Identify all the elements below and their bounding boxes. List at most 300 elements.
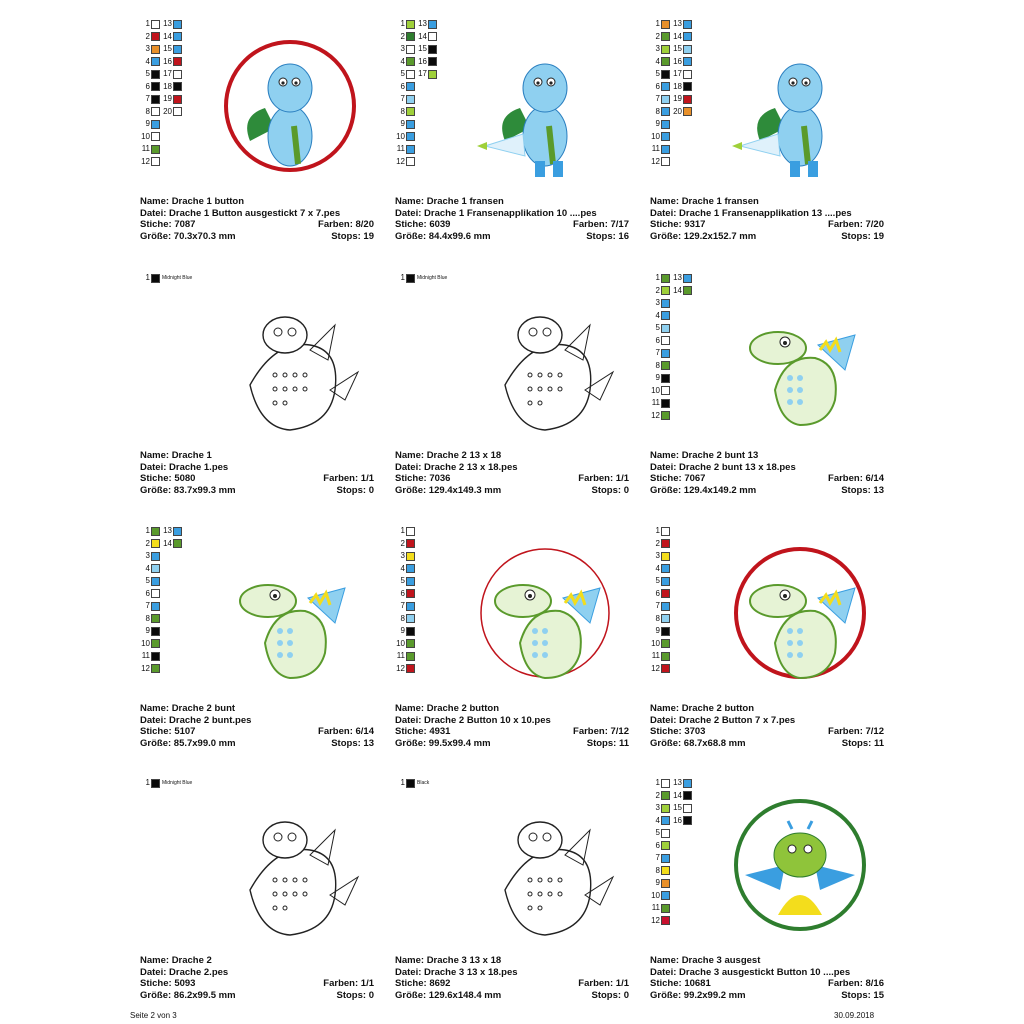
- dragon-spot: [548, 387, 552, 391]
- design-name: [140, 955, 212, 967]
- name-label: Name:: [140, 196, 170, 207]
- design-name: [650, 450, 758, 462]
- dragon-body: [265, 611, 326, 678]
- dragon-belly: [549, 126, 553, 164]
- thread-number: 8: [145, 106, 150, 116]
- design-name-row: [140, 450, 374, 462]
- name-label: Name:: [650, 955, 680, 966]
- stops-label: Stops:: [841, 230, 871, 242]
- dragon-spot: [532, 652, 538, 658]
- thread-number: 12: [396, 663, 405, 673]
- thread-number: 13: [163, 19, 172, 28]
- thread-number: 10: [651, 131, 660, 141]
- stitches-value: 6039: [429, 219, 451, 230]
- stitch-count: [140, 219, 195, 231]
- dragon-spot: [273, 401, 277, 405]
- stop-count: [586, 231, 629, 243]
- thread-swatch: [650, 285, 670, 297]
- thread-swatch: [672, 106, 692, 118]
- file-label: Datei:: [650, 714, 677, 726]
- dragon-pupil: [549, 81, 552, 84]
- design-card: [395, 777, 635, 1017]
- size-value: 68.7x68.8 mm: [683, 737, 746, 749]
- thread-swatch: [162, 93, 182, 105]
- thread-swatch-list-2: [672, 18, 692, 118]
- dragon-head: [750, 332, 806, 364]
- thread-color-box: [683, 20, 692, 29]
- thread-swatch-list: [395, 18, 415, 168]
- thread-number: 1: [655, 526, 660, 535]
- stops-value: 15: [873, 989, 884, 1001]
- design-card: [650, 18, 890, 258]
- file-name: [650, 208, 852, 220]
- thread-number: 12: [651, 410, 660, 420]
- thread-color-box: [683, 45, 692, 54]
- dragon-head: [778, 64, 822, 112]
- colors-label: Farben:: [573, 219, 608, 230]
- file-row: [140, 208, 374, 220]
- thread-swatch: [672, 93, 692, 105]
- thread-swatch: [650, 322, 670, 334]
- design-size: [395, 231, 491, 243]
- stops-label: Stops:: [331, 737, 361, 749]
- thread-color-box: [661, 916, 670, 925]
- thread-swatch: [650, 550, 670, 562]
- thread-color-box: [151, 120, 160, 129]
- dragon-spot: [532, 628, 538, 634]
- file-row: [140, 967, 374, 979]
- file-value: Drache 3 13 x 18.pes: [424, 966, 518, 978]
- thread-color-box: [151, 564, 160, 573]
- design-name-row: [650, 955, 884, 967]
- thread-color-box: [406, 602, 415, 611]
- stitch-count: [395, 473, 450, 485]
- thread-swatch-list-2: [162, 18, 182, 118]
- thread-name: Black: [417, 780, 430, 786]
- size-label: Größe:: [140, 737, 172, 749]
- thread-swatch: [140, 31, 160, 43]
- thread-color-box: [151, 639, 160, 648]
- dragon-spot: [287, 640, 293, 646]
- thread-swatch: [650, 43, 670, 55]
- thread-number: 11: [651, 144, 660, 153]
- thread-number: 1: [145, 778, 150, 787]
- thread-color-box: [151, 779, 160, 788]
- colors-value: 1/1: [360, 978, 374, 989]
- stitches-label: Stiche:: [395, 219, 427, 230]
- thread-number: 1: [145, 19, 150, 28]
- thread-color-box: [683, 70, 692, 79]
- thread-color-box: [406, 95, 415, 104]
- dragon-spot: [797, 399, 803, 405]
- thread-number: 9: [145, 119, 150, 128]
- file-value: Drache 2 bunt.pes: [169, 714, 252, 726]
- thread-number: 17: [418, 69, 427, 78]
- thread-swatch: [650, 865, 670, 877]
- thread-color-box: [173, 95, 182, 104]
- thread-color-box: [661, 639, 670, 648]
- stops-value: 13: [363, 737, 374, 749]
- thread-number: 18: [163, 81, 172, 91]
- dragon-spot: [787, 640, 793, 646]
- stitches-row: [650, 978, 884, 990]
- thread-swatch: [395, 272, 447, 284]
- stitch-count: [140, 473, 195, 485]
- thread-color-box: [406, 57, 415, 66]
- color-count: [323, 473, 374, 485]
- thread-color-box: [406, 577, 415, 586]
- thread-number: 11: [651, 903, 660, 912]
- thread-number: 12: [141, 156, 150, 166]
- thread-swatch: [672, 81, 692, 93]
- thread-number: 14: [673, 285, 682, 295]
- thread-color-box: [151, 577, 160, 586]
- thread-swatch: [672, 790, 692, 802]
- design-name: [395, 703, 499, 715]
- thread-color-box: [661, 652, 670, 661]
- thread-color-box: [406, 107, 415, 116]
- file-label: Datei:: [140, 714, 167, 726]
- thread-swatch: [650, 385, 670, 397]
- thread-number: 5: [655, 576, 660, 585]
- dragon-spot: [797, 628, 803, 634]
- thread-color-box: [661, 602, 670, 611]
- stitches-value: 10681: [684, 978, 711, 989]
- thread-color-box: [406, 639, 415, 648]
- dragon-head: [518, 317, 562, 353]
- file-name: [395, 208, 597, 220]
- dragon-head: [495, 585, 551, 617]
- thread-swatch: [672, 68, 692, 80]
- size-value: 129.4x149.2 mm: [683, 484, 757, 496]
- thread-color-box: [661, 95, 670, 104]
- colors-value: 8/20: [355, 219, 374, 230]
- thread-number: 2: [145, 538, 150, 548]
- stitch-count: [650, 473, 705, 485]
- dragon-spot: [283, 373, 287, 377]
- color-count: [828, 473, 884, 485]
- size-row: [140, 990, 374, 1002]
- thread-swatch: [162, 538, 182, 550]
- thread-color-box: [406, 779, 415, 788]
- name-label: Name:: [395, 196, 425, 207]
- dragon-wing: [310, 325, 335, 360]
- file-label: Datei:: [140, 461, 167, 473]
- design-card: [140, 272, 380, 512]
- color-count: [318, 726, 374, 738]
- design-card: [650, 525, 890, 765]
- stitches-row: [140, 978, 374, 990]
- name-label: Name:: [650, 450, 680, 461]
- thread-color-box: [151, 539, 160, 548]
- thread-number: 15: [673, 803, 682, 812]
- stitches-label: Stiche:: [140, 978, 172, 989]
- thread-number: 10: [651, 638, 660, 648]
- thread-number: 9: [655, 119, 660, 128]
- design-info: [395, 703, 629, 749]
- stop-count: [841, 231, 884, 243]
- thread-number: 4: [400, 563, 405, 573]
- stitches-value: 7087: [174, 219, 196, 230]
- thread-color-box: [173, 45, 182, 54]
- thread-number: 1: [400, 526, 405, 535]
- thread-swatch: [650, 600, 670, 612]
- thread-swatch: [395, 575, 415, 587]
- file-value: Drache 2 13 x 18.pes: [424, 461, 518, 473]
- thread-number: 11: [396, 144, 405, 153]
- thread-swatch: [395, 68, 415, 80]
- design-size: [395, 990, 501, 1002]
- stops-label: Stops:: [336, 484, 367, 496]
- thread-color-box: [173, 70, 182, 79]
- dragon-spot: [548, 373, 552, 377]
- colors-value: 7/12: [865, 726, 884, 737]
- stitches-row: [140, 473, 374, 485]
- thread-number: 7: [655, 94, 660, 103]
- thread-color-box: [151, 70, 160, 79]
- thread-swatch: [140, 650, 160, 662]
- design-info: [650, 703, 884, 749]
- thread-color-box: [661, 866, 670, 875]
- size-value: 129.2x152.7 mm: [683, 230, 757, 242]
- stop-count: [337, 990, 375, 1002]
- thread-number: 11: [651, 651, 660, 660]
- thread-swatch: [140, 563, 160, 575]
- colors-label: Farben:: [323, 978, 359, 989]
- thread-swatch: [395, 650, 415, 662]
- stitches-value: 3703: [684, 726, 706, 737]
- thread-number: 3: [400, 551, 405, 560]
- thread-color-box: [661, 70, 670, 79]
- thread-swatch: [650, 525, 670, 537]
- name-value: Drache 2 13 x 18: [426, 450, 502, 461]
- design-name-row: [650, 450, 884, 462]
- stitches-row: [395, 473, 629, 485]
- dragon-wing: [310, 830, 335, 865]
- thread-swatch: [395, 625, 415, 637]
- thread-number: 1: [655, 778, 660, 787]
- thread-swatch: [140, 777, 192, 789]
- size-row: [140, 485, 374, 497]
- thread-swatch: [672, 43, 692, 55]
- dragon-embroidery-image: [220, 543, 360, 693]
- thread-swatch-list: [140, 777, 192, 790]
- thread-swatch: [650, 106, 670, 118]
- name-value: Drache 3 13 x 18: [426, 955, 502, 966]
- dragon-spot: [273, 387, 277, 391]
- thread-color-box: [151, 20, 160, 29]
- stitches-row: [395, 726, 629, 738]
- stop-count: [841, 485, 884, 497]
- thread-number: 11: [141, 144, 150, 153]
- name-value: Drache 3 ausgest: [681, 955, 761, 966]
- dragon-belly: [804, 126, 808, 164]
- design-size: [395, 485, 501, 497]
- design-name-row: [140, 196, 374, 208]
- dragon-spot: [787, 399, 793, 405]
- dragon-head: [523, 64, 567, 112]
- thread-color-box: [661, 299, 670, 308]
- thread-color-box: [683, 779, 692, 788]
- thread-number: 8: [655, 360, 660, 370]
- thread-number: 3: [145, 44, 150, 53]
- dragon-spot: [787, 387, 793, 393]
- thread-swatch: [162, 18, 182, 30]
- design-card: [395, 18, 635, 258]
- dragon-body: [778, 106, 822, 166]
- thread-swatch: [650, 563, 670, 575]
- dragon-spot: [797, 387, 803, 393]
- size-value: 129.6x148.4 mm: [428, 989, 502, 1001]
- size-label: Größe:: [650, 484, 682, 496]
- size-label: Größe:: [395, 737, 427, 749]
- design-info: [395, 955, 629, 1001]
- dragon-spot: [528, 401, 532, 405]
- file-label: Datei:: [140, 966, 167, 978]
- thread-color-box: [661, 854, 670, 863]
- design-info: [650, 955, 884, 1001]
- thread-color-box: [406, 20, 415, 29]
- thread-number: 4: [655, 815, 660, 825]
- thread-number: 13: [673, 778, 682, 787]
- thread-swatch: [650, 272, 670, 284]
- stitch-count: [140, 978, 195, 990]
- thread-number: 14: [163, 538, 172, 548]
- thread-number: 4: [655, 563, 660, 573]
- file-row: [395, 715, 629, 727]
- design-size: [140, 485, 236, 497]
- thread-number: 9: [400, 626, 405, 635]
- thread-swatch: [395, 106, 415, 118]
- dragon-eye: [529, 328, 537, 336]
- thread-color-box: [661, 274, 670, 283]
- dragon-eye: [288, 833, 296, 841]
- thread-color-box: [428, 45, 437, 54]
- thread-color-box: [661, 829, 670, 838]
- design-name: [650, 703, 754, 715]
- stitches-row: [650, 219, 884, 231]
- stops-value: 11: [873, 737, 884, 749]
- thread-number: 6: [145, 588, 150, 598]
- thread-swatch-list: [140, 18, 160, 168]
- stops-label: Stops:: [586, 230, 616, 242]
- thread-swatch: [650, 877, 670, 889]
- thread-number: 3: [655, 298, 660, 307]
- file-name: [140, 967, 228, 979]
- thread-number: 2: [655, 285, 660, 295]
- colors-label: Farben:: [828, 726, 863, 737]
- stops-value: 13: [873, 484, 884, 496]
- thread-swatch: [162, 106, 182, 118]
- thread-swatch-list: [650, 18, 670, 168]
- name-value: Drache 2 button: [681, 703, 754, 714]
- thread-color-box: [683, 107, 692, 116]
- thread-swatch: [395, 600, 415, 612]
- thread-swatch: [417, 18, 437, 30]
- thread-number: 5: [400, 576, 405, 585]
- dragon-spot: [283, 892, 287, 896]
- size-row: [650, 990, 884, 1002]
- dragon-wing: [565, 830, 590, 865]
- dragon-spot: [293, 892, 297, 896]
- file-name: [140, 462, 228, 474]
- thread-swatch: [395, 56, 415, 68]
- design-size: [140, 990, 236, 1002]
- design-card: [650, 272, 890, 512]
- thread-number: 9: [655, 626, 660, 635]
- thread-color-box: [683, 286, 692, 295]
- file-name: [650, 462, 796, 474]
- dragon-embroidery-image: [220, 36, 360, 186]
- thread-swatch: [140, 118, 160, 130]
- thread-swatch: [140, 18, 160, 30]
- thread-color-box: [661, 804, 670, 813]
- dragon-spot: [303, 878, 307, 882]
- thread-color-box: [661, 107, 670, 116]
- thread-number: 7: [400, 601, 405, 610]
- thread-color-box: [151, 602, 160, 611]
- thread-color-box: [151, 145, 160, 154]
- stitches-label: Stiche:: [650, 978, 682, 989]
- thread-number: 7: [655, 348, 660, 357]
- dragon-spot: [303, 373, 307, 377]
- thread-number: 4: [400, 56, 405, 66]
- dragon-pupil: [536, 81, 539, 84]
- stops-label: Stops:: [586, 737, 617, 749]
- thread-name: Midnight Blue: [162, 275, 193, 281]
- stitches-value: 5093: [174, 978, 196, 989]
- size-row: [395, 738, 629, 750]
- file-name: [140, 715, 251, 727]
- thread-color-box: [151, 132, 160, 141]
- thread-color-box: [428, 20, 437, 29]
- dragon-spot: [787, 375, 793, 381]
- thread-color-box: [661, 816, 670, 825]
- thread-number: 3: [400, 44, 405, 53]
- dragon-eye: [543, 833, 551, 841]
- dragon-head: [263, 317, 307, 353]
- name-value: Drache 1: [171, 450, 212, 461]
- stops-value: 19: [363, 230, 374, 242]
- stops-label: Stops:: [331, 230, 361, 242]
- thread-swatch: [395, 613, 415, 625]
- thread-swatch: [395, 638, 415, 650]
- thread-swatch: [395, 550, 415, 562]
- design-name-row: [140, 703, 374, 715]
- thread-number: 3: [655, 803, 660, 812]
- dragon-pupil: [273, 594, 277, 598]
- thread-number: 8: [400, 106, 405, 116]
- thread-swatch: [417, 56, 437, 68]
- thread-number: 4: [145, 563, 150, 573]
- thread-swatch: [650, 410, 670, 422]
- dragon-spot: [283, 401, 287, 405]
- stops-value: 0: [368, 989, 374, 1001]
- stitch-count: [140, 726, 195, 738]
- thread-number: 20: [163, 106, 172, 116]
- dragon-eye: [804, 845, 812, 853]
- dragon-spot: [548, 878, 552, 882]
- thread-number: 13: [673, 19, 682, 28]
- design-name: [140, 196, 244, 208]
- thread-swatch-list-2: [672, 777, 692, 827]
- dragon-head: [268, 64, 312, 112]
- file-label: Datei:: [395, 966, 422, 978]
- file-row: [650, 462, 884, 474]
- thread-swatch: [650, 31, 670, 43]
- thread-number: 7: [655, 601, 660, 610]
- file-name: [140, 208, 340, 220]
